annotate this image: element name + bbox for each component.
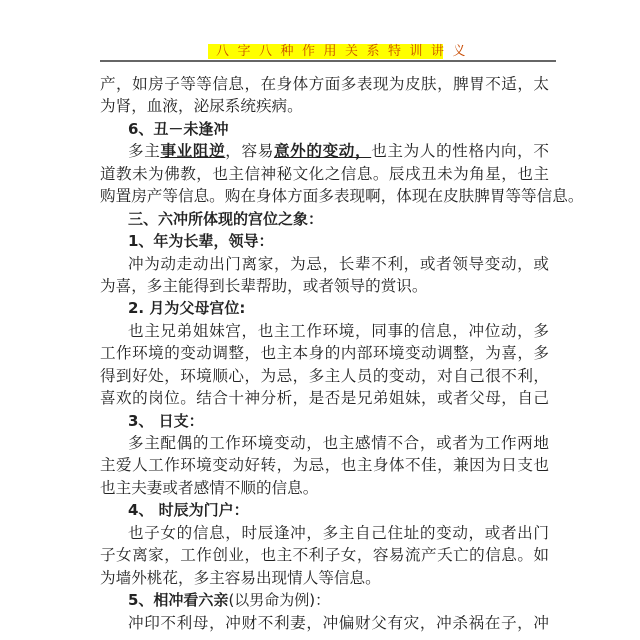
- emphasis-text: 意外的变动，: [273, 141, 372, 161]
- document-header-title: 八字八种作用关系特训讲义: [208, 44, 443, 59]
- text-line: 子女离家，工作创业，也主不利子女，容易流产夭亡的信息。如: [100, 546, 549, 565]
- text-segment: ，容易: [225, 142, 274, 161]
- section-heading: 1、年为长辈，领导：: [128, 232, 274, 251]
- text-line: 为喜，多主能得到长辈帮助，或者领导的赏识。: [100, 276, 428, 295]
- section-heading: 4、 时辰为门户：: [128, 501, 249, 520]
- text-line: 也子女的信息，时辰逢冲，多主自己住址的变动，或者出门: [128, 523, 549, 542]
- text-line: 主爱人工作环境变动好转，为忌，也主身体不佳，兼因为日支也: [100, 456, 549, 475]
- text-segment: 多主: [128, 142, 161, 161]
- section-heading: 6、丑－未逢冲: [128, 119, 229, 138]
- text-line: 产，如房子等等信息，在身体方面多表现为皮肤，脾胃不适，太: [100, 75, 549, 93]
- text-line: 得到好处，环境顺心，为忌，多主人员的变动，对自己很不利，: [100, 366, 549, 385]
- text-line: 多主配偶的工作环境变动，也主感情不合，或者为工作两地: [128, 434, 549, 452]
- emphasis-text: 事业阻逆: [160, 141, 226, 161]
- text-line: 为墙外桃花，多主容易出现情人等信息。: [100, 568, 381, 587]
- document-body: [100, 73, 584, 634]
- section-heading: [100, 589, 549, 611]
- text-line: 冲印不利母，冲财不利妻，冲偏财父有灾，冲杀祸在子，冲: [128, 613, 549, 632]
- header-divider: [100, 60, 556, 62]
- text-segment: 也主为人的性格内向，不: [371, 142, 549, 161]
- section-heading: 三、六冲所体现的宫位之象：: [128, 209, 324, 228]
- text-line: 也主兄弟姐妹宫，也主工作环境，同事的信息，冲位动，多: [128, 321, 549, 340]
- heading-note: (以男命为例)：: [228, 591, 331, 610]
- text-line: 冲为动走动出门离家，为忌，长辈不利，或者领导变动，或: [128, 254, 549, 273]
- text-line: 工作环境的变动调整，也主本身的内部环境变动调整，为喜，多: [100, 344, 549, 363]
- text-line: 喜欢的岗位。结合十神分析，是否是兄弟姐妹，或者父母，自己: [100, 389, 549, 408]
- text-line: 道教未为佛教，也主信神秘文化之信息。辰戌丑未为角星，也主: [100, 164, 549, 183]
- text-line: 购置房产等信息。购在身体方面多表现啊，体现在皮肤脾胃等等信息。: [100, 187, 584, 206]
- text-line: 也主夫妻或者感情不顺的信息。: [100, 478, 319, 497]
- section-heading: 3、 日支：: [128, 411, 204, 430]
- text-line: 为肾，血液，泌尿系统疾病。: [100, 97, 303, 116]
- heading-text: 5、相冲看六亲: [128, 591, 229, 610]
- text-line: [100, 140, 549, 162]
- section-heading: 2. 月为父母宫位:: [128, 299, 246, 318]
